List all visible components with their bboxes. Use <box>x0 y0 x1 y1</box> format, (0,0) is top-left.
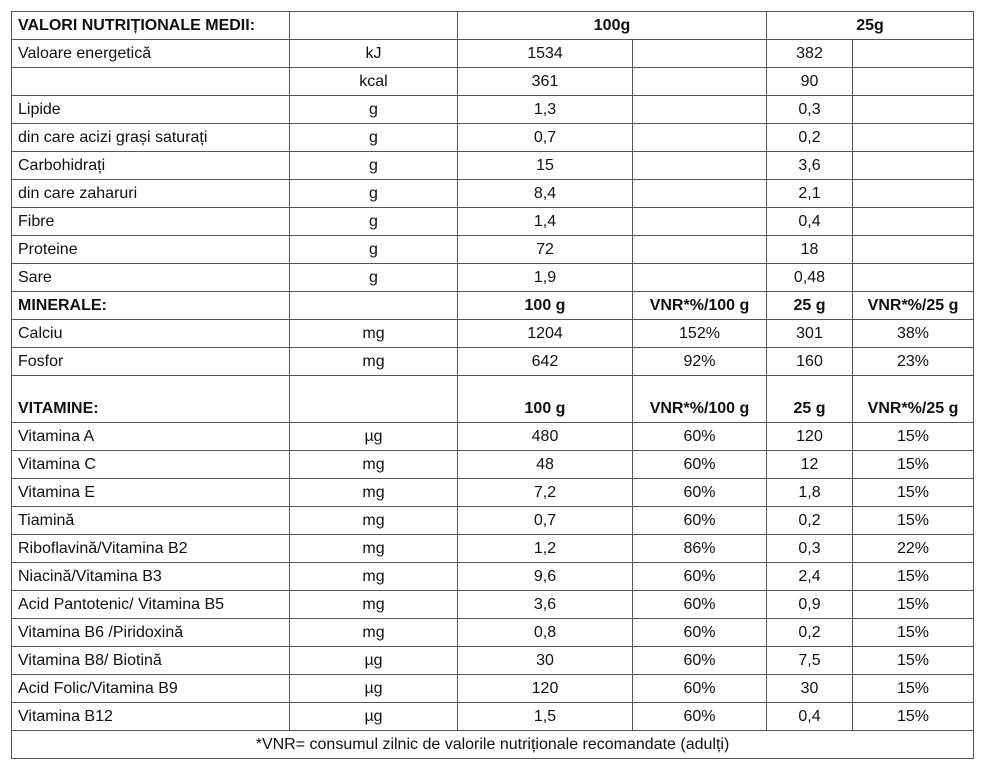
item-name: Fosfor <box>12 348 290 376</box>
item-name: Riboflavină/Vitamina B2 <box>12 535 290 563</box>
table-row <box>12 264 974 292</box>
item-name: Vitamina B6 /Piridoxină <box>12 619 290 647</box>
vnr-100g: 60% <box>633 451 767 479</box>
item-unit: mg <box>290 320 458 348</box>
empty-cell <box>853 264 974 292</box>
empty-cell <box>853 236 974 264</box>
column-header-25g: 25 g <box>767 292 853 320</box>
column-header-vnr-25g: VNR*%/25 g <box>853 376 974 423</box>
empty-cell <box>633 180 767 208</box>
vnr-25g: 15% <box>853 647 974 675</box>
vitamins-title: VITAMINE: <box>12 376 290 423</box>
table-row <box>12 348 974 376</box>
value-25g: 1,8 <box>767 479 853 507</box>
header-100g: 100g <box>458 12 767 40</box>
vnr-100g: 60% <box>633 563 767 591</box>
empty-cell <box>853 180 974 208</box>
vnr-25g: 15% <box>853 423 974 451</box>
column-header-100g: 100 g <box>458 376 633 423</box>
empty-cell <box>853 40 974 68</box>
item-unit: mg <box>290 535 458 563</box>
vnr-100g: 60% <box>633 675 767 703</box>
table-row <box>12 451 974 479</box>
value-25g: 160 <box>767 348 853 376</box>
column-header-vnr-25g: VNR*%/25 g <box>853 292 974 320</box>
empty-cell <box>290 292 458 320</box>
vnr-100g: 152% <box>633 320 767 348</box>
item-name: Acid Folic/Vitamina B9 <box>12 675 290 703</box>
table-row <box>12 208 974 236</box>
value-100g: 1,5 <box>458 703 633 731</box>
value-25g: 0,3 <box>767 535 853 563</box>
vnr-100g: 60% <box>633 479 767 507</box>
vnr-100g: 60% <box>633 591 767 619</box>
vnr-25g: 22% <box>853 535 974 563</box>
item-name: Vitamina E <box>12 479 290 507</box>
nutrient-unit: g <box>290 124 458 152</box>
footnote-row <box>12 731 974 759</box>
nutrient-unit: kJ <box>290 40 458 68</box>
value-100g: 1204 <box>458 320 633 348</box>
empty-cell <box>633 96 767 124</box>
item-name: Vitamina B12 <box>12 703 290 731</box>
table-row <box>12 479 974 507</box>
vnr-100g: 60% <box>633 423 767 451</box>
column-header-25g: 25 g <box>767 376 853 423</box>
column-header-100g: 100 g <box>458 292 633 320</box>
item-name: Niacină/Vitamina B3 <box>12 563 290 591</box>
table-title: VALORI NUTRIȚIONALE MEDII: <box>12 12 290 40</box>
table-row <box>12 647 974 675</box>
value-25g: 12 <box>767 451 853 479</box>
value-100g: 0,8 <box>458 619 633 647</box>
item-unit: mg <box>290 348 458 376</box>
nutrient-unit: kcal <box>290 68 458 96</box>
item-unit: µg <box>290 423 458 451</box>
vnr-25g: 23% <box>853 348 974 376</box>
value-100g: 30 <box>458 647 633 675</box>
table-row <box>12 96 974 124</box>
value-25g: 0,2 <box>767 619 853 647</box>
value-25g: 382 <box>767 40 853 68</box>
vnr-25g: 38% <box>853 320 974 348</box>
value-100g: 0,7 <box>458 507 633 535</box>
item-name: Vitamina B8/ Biotină <box>12 647 290 675</box>
value-25g: 2,1 <box>767 180 853 208</box>
empty-cell <box>633 152 767 180</box>
item-unit: µg <box>290 647 458 675</box>
empty-cell <box>633 40 767 68</box>
table-row <box>12 68 974 96</box>
column-header-vnr-100g: VNR*%/100 g <box>633 376 767 423</box>
nutrient-name: din care acizi grași saturați <box>12 124 290 152</box>
value-25g: 301 <box>767 320 853 348</box>
item-unit: µg <box>290 703 458 731</box>
table-row <box>12 40 974 68</box>
header-row <box>12 12 974 40</box>
value-100g: 1,3 <box>458 96 633 124</box>
value-100g: 0,7 <box>458 124 633 152</box>
table-row <box>12 703 974 731</box>
nutrient-name <box>12 68 290 96</box>
empty-cell <box>633 124 767 152</box>
value-100g: 1,2 <box>458 535 633 563</box>
item-unit: mg <box>290 619 458 647</box>
empty-cell <box>633 208 767 236</box>
empty-cell <box>853 208 974 236</box>
table-row <box>12 591 974 619</box>
table-row <box>12 124 974 152</box>
empty-cell <box>290 376 458 423</box>
header-empty-cell <box>290 12 458 40</box>
table-row <box>12 423 974 451</box>
value-100g: 8,4 <box>458 180 633 208</box>
table-row <box>12 152 974 180</box>
value-25g: 0,48 <box>767 264 853 292</box>
vnr-100g: 60% <box>633 703 767 731</box>
table-row <box>12 236 974 264</box>
empty-cell <box>853 152 974 180</box>
table-row <box>12 320 974 348</box>
vnr-25g: 15% <box>853 703 974 731</box>
value-100g: 9,6 <box>458 563 633 591</box>
header-25g: 25g <box>767 12 974 40</box>
value-100g: 1,9 <box>458 264 633 292</box>
vitamins-header-row <box>12 376 974 423</box>
nutrient-name: Fibre <box>12 208 290 236</box>
nutrient-unit: g <box>290 208 458 236</box>
value-100g: 642 <box>458 348 633 376</box>
footnote: *VNR= consumul zilnic de valorile nutriționale recomandate (adulți) <box>12 731 974 759</box>
nutrient-name: din care zaharuri <box>12 180 290 208</box>
table-row <box>12 180 974 208</box>
value-25g: 0,9 <box>767 591 853 619</box>
vnr-25g: 15% <box>853 479 974 507</box>
vnr-100g: 60% <box>633 619 767 647</box>
minerals-header-row <box>12 292 974 320</box>
minerals-title: MINERALE: <box>12 292 290 320</box>
vnr-25g: 15% <box>853 591 974 619</box>
vnr-100g: 92% <box>633 348 767 376</box>
empty-cell <box>853 68 974 96</box>
nutrient-unit: g <box>290 152 458 180</box>
value-25g: 2,4 <box>767 563 853 591</box>
item-unit: mg <box>290 591 458 619</box>
value-100g: 361 <box>458 68 633 96</box>
table-row <box>12 535 974 563</box>
value-25g: 7,5 <box>767 647 853 675</box>
value-25g: 3,6 <box>767 152 853 180</box>
empty-cell <box>633 68 767 96</box>
nutrient-name: Sare <box>12 264 290 292</box>
empty-cell <box>633 264 767 292</box>
empty-cell <box>853 96 974 124</box>
vnr-100g: 60% <box>633 507 767 535</box>
value-25g: 0,4 <box>767 208 853 236</box>
item-unit: mg <box>290 563 458 591</box>
nutrient-unit: g <box>290 96 458 124</box>
column-header-vnr-100g: VNR*%/100 g <box>633 292 767 320</box>
nutrient-name: Lipide <box>12 96 290 124</box>
value-25g: 90 <box>767 68 853 96</box>
empty-cell <box>853 124 974 152</box>
vnr-25g: 15% <box>853 451 974 479</box>
value-100g: 3,6 <box>458 591 633 619</box>
vnr-25g: 15% <box>853 507 974 535</box>
value-100g: 1,4 <box>458 208 633 236</box>
value-25g: 18 <box>767 236 853 264</box>
value-100g: 72 <box>458 236 633 264</box>
item-unit: mg <box>290 451 458 479</box>
vnr-25g: 15% <box>853 619 974 647</box>
value-100g: 1534 <box>458 40 633 68</box>
value-25g: 120 <box>767 423 853 451</box>
nutrient-unit: g <box>290 264 458 292</box>
value-100g: 120 <box>458 675 633 703</box>
value-100g: 15 <box>458 152 633 180</box>
table-row <box>12 675 974 703</box>
value-100g: 480 <box>458 423 633 451</box>
table-row <box>12 507 974 535</box>
item-unit: mg <box>290 479 458 507</box>
empty-cell <box>633 236 767 264</box>
item-name: Vitamina A <box>12 423 290 451</box>
vnr-25g: 15% <box>853 563 974 591</box>
vnr-25g: 15% <box>853 675 974 703</box>
value-25g: 0,4 <box>767 703 853 731</box>
nutrient-unit: g <box>290 236 458 264</box>
value-25g: 0,2 <box>767 124 853 152</box>
item-name: Calciu <box>12 320 290 348</box>
nutrition-table-body <box>12 12 974 759</box>
item-unit: mg <box>290 507 458 535</box>
value-100g: 7,2 <box>458 479 633 507</box>
item-name: Tiamină <box>12 507 290 535</box>
nutrient-unit: g <box>290 180 458 208</box>
nutrient-name: Valoare energetică <box>12 40 290 68</box>
value-25g: 0,2 <box>767 507 853 535</box>
nutrition-table <box>11 11 974 759</box>
value-100g: 48 <box>458 451 633 479</box>
vnr-100g: 60% <box>633 647 767 675</box>
value-25g: 30 <box>767 675 853 703</box>
item-name: Acid Pantotenic/ Vitamina B5 <box>12 591 290 619</box>
nutrition-table-container <box>11 11 974 759</box>
table-row <box>12 563 974 591</box>
table-row <box>12 619 974 647</box>
vnr-100g: 86% <box>633 535 767 563</box>
nutrient-name: Proteine <box>12 236 290 264</box>
nutrient-name: Carbohidrați <box>12 152 290 180</box>
item-unit: µg <box>290 675 458 703</box>
value-25g: 0,3 <box>767 96 853 124</box>
item-name: Vitamina C <box>12 451 290 479</box>
